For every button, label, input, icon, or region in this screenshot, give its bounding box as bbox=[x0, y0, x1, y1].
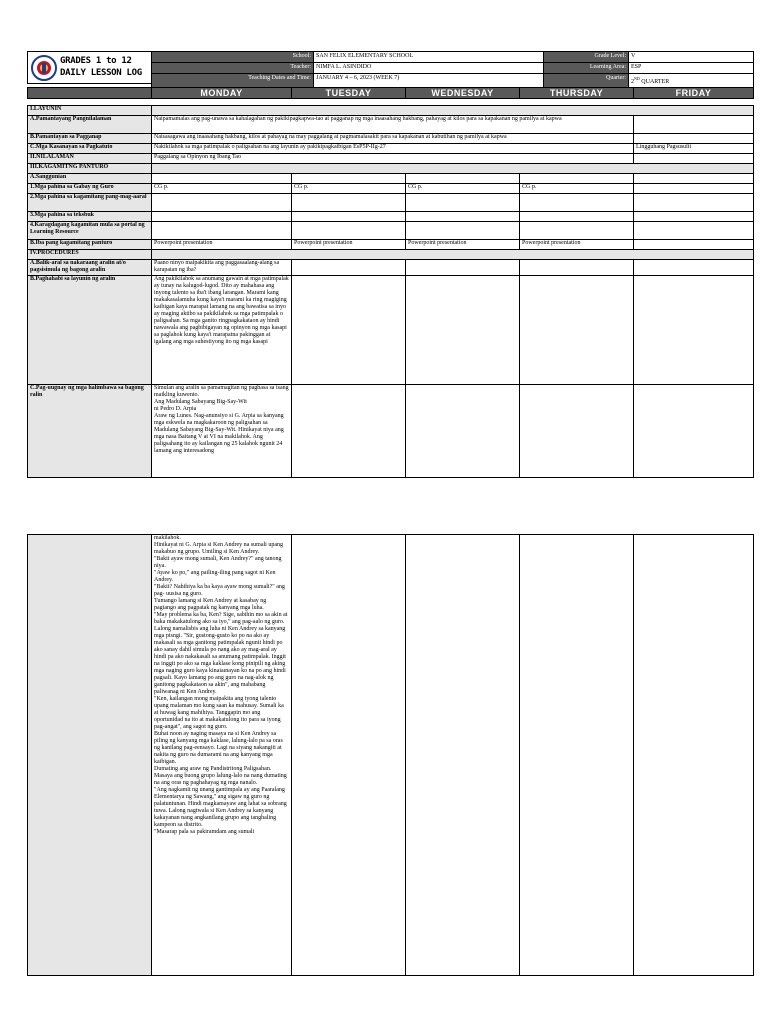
section-layunin: I.LAYUNIN bbox=[28, 106, 152, 116]
day-thursday: THURSDAY bbox=[520, 88, 634, 99]
day-header-row bbox=[27, 87, 754, 99]
row-label-blank bbox=[28, 535, 152, 976]
day-friday: FRIDAY bbox=[634, 88, 754, 99]
school-label: School: bbox=[152, 52, 314, 63]
title-line-2: DAILY LESSON LOG bbox=[60, 68, 142, 78]
table-row bbox=[28, 276, 754, 385]
cell-value: Powerpoint presentation bbox=[520, 240, 634, 250]
teacher-value: NIMFA L. ASINDIDO bbox=[314, 63, 544, 74]
cell-value: Powerpoint presentation bbox=[152, 240, 292, 250]
cell-value: Powerpoint presentation bbox=[292, 240, 406, 250]
section-kagamitan: III.KAGAMITNG PANTURO bbox=[28, 164, 152, 174]
row-label: 2.Mga pahina sa kagamitang pang-mag-aaral bbox=[28, 194, 152, 212]
section-procedures: IV.PROCEDURES bbox=[28, 250, 152, 260]
row-label: 4.Karagdagang kagamitan mula sa portal ng Learning Resource bbox=[28, 222, 152, 240]
dates-value: JANUARY 4 – 6, 2023 (WEEK 7) bbox=[314, 74, 544, 88]
table-row bbox=[28, 116, 754, 134]
lesson-table-page-1 bbox=[27, 105, 754, 478]
story-continuation: makilahok. Hinikayat ni G. Arpia si Ken Andrey na sumali upang makabuo ng grupo. Umiling si Ken Andrey. "Bakit ayaw mong sumali, Ken Andrey?" ang tanong niya. "Ayaw ko po," ang pailing-iling pang sagot ni Ken Andrey. "Bakit? Nahihiya ka ba kaya ayaw mong sumali?" ang pag- uusisa ng guro. Tumango lamang si Ken Andrey at kasabay ng pagtango ang pagpatak ng kanyang mga luha. "May problema ka ba, Ken? Sige, sabihin mo sa akin at baka makakatulong ako sa iyo," ang pag-aalo ng guro. Lalong namalisbis ang luha ni Ken Andrey sa kanyang mga pisngi. "Sir, gustong-gusto ko po na ako ay makasali sa mga ganitong patimpalak ngunit hindi po ako sanay dahil simula po nang ako ay mag-aral ay hindi pa ako nakakasali sa anumang patimpalak. Inggit na inggit po ako sa mga kaklase kong pinipili ng aking mga naging guro kaya kinaiaınayan ko na po ang hindi pagsali. Kayo lamang po ang guro na nag-alok ng ganitong pagkakataon sa akin", ang mahabang paliwanag ni Ken Andrey. "Ken, kailangan mong maipakita ang iyong talento upang malaman mo kung saan ka mahusay. Sumali ka at huwag kang mahihiya. Tanggapin mo ang oportunidad na ito at makakatulong ito para sa iyong pag-angat", ang sagot ng guro. Buhat noon ay naging masaya na si Ken Andrey sa piling ng kanyang mga kaklase, lalung-lalo pa sa oras ng kanilang pag-eensayo. Lagi na siyang nakangiti at nakita ng guro na dumarami na ang kanyang mga kaibigan. Dumating ang araw ng Pandistritong Paligsahan. Masaya ang buong grupo lalung-lalo na nang dumating na ang oras ng paghahayag ng mga nanalo. "Ang nagkamit ng unang gantimpala ay ang Paaralang Elementarya ng Sawang," ang sigaw ng guro ng palatuntunan. Hindi magkamayaw ang lahat sa sobrang tuwa. Lalong nagtwala si Ken Andrey sa kanyang kakayanan nang angkanilang grupo ang tanghaling kampeon sa distrito. "Masarap pala sa pakiramdam ang sumali bbox=[152, 535, 292, 976]
row-label: 3.Mga pahina sa teksbuk bbox=[28, 212, 152, 222]
cell-value: CG p. bbox=[406, 184, 520, 194]
header-info-table bbox=[151, 51, 754, 88]
table-row bbox=[28, 174, 754, 184]
quarter-value bbox=[629, 74, 754, 88]
row-label: B.Iba pang kagamitang panturo bbox=[28, 240, 152, 250]
header-logo-block bbox=[27, 51, 153, 84]
table-row bbox=[28, 222, 754, 240]
dates-label: Teaching Dates and Time: bbox=[152, 74, 314, 88]
row-value: Naisasagawa ang inaasahang hakbang, kilos at pahayag na may paggalang at pagmamalasakit para sa kapakanan at kabutihan ng pamilya at kapwa bbox=[152, 134, 634, 144]
cell-value: Powerpoint presentation bbox=[406, 240, 520, 250]
cell-value: Ang pakikilahok sa anumang gawain at mga patimpalak ay tunay na kalugod-lugod. Dito ay mahahasa ang inyong talento sa iba't ibang larangan. Marami kang makakasalamuha kung kaya't marami ka ring magiging kaibigan kaya marapat lamang na ang bawatisa sa inyo ay maging aktibo sa pakikilahok sa mga patimpalak o paligsahan. Sa mga ganito ringpagkakataon ay hindi nawawala ang pagbibigayan ng opinyon ng mga kasapi sa paglahok kung kaya't marapatna pakinggan at igalang ang mga suhestiyong ito ng mga kasapi bbox=[152, 276, 292, 385]
table-row bbox=[28, 134, 754, 144]
title-line-1: GRADES 1 to 12 bbox=[60, 56, 132, 66]
day-monday: MONDAY bbox=[152, 88, 292, 99]
lesson-table-page-2 bbox=[27, 534, 754, 976]
row-value: Naipamamalas ang pag-unawa sa kahalagahan ng pakikipagkapwa-tao at pagganap ng mga inaasahang hakbang, pahayag at kilos para sa kapakanan ng pamilya at kapwa bbox=[152, 116, 634, 134]
row-label: B.Paghahabi sa layunin ng aralin bbox=[28, 276, 152, 385]
cell-value: CG p. bbox=[292, 184, 406, 194]
row-label: A.Pamantayang Pangnilalaman bbox=[28, 116, 152, 134]
table-row bbox=[28, 535, 754, 976]
grade-level-label: Grade Level: bbox=[544, 52, 629, 63]
quarter-word: QUARTER bbox=[639, 79, 670, 85]
day-header-blank bbox=[28, 88, 152, 99]
quarter-number: 2 bbox=[631, 79, 634, 85]
day-tuesday: TUESDAY bbox=[292, 88, 406, 99]
table-row bbox=[28, 154, 754, 164]
row-label: C.Pag-uugnay ng mga halimbawa sa bagong ralin bbox=[28, 385, 152, 478]
school-value: SAN FELIX ELEMENTARY SCHOOL bbox=[314, 52, 544, 63]
table-row bbox=[28, 194, 754, 212]
teacher-label: Teacher: bbox=[152, 63, 314, 74]
quarter-label: Quarter: bbox=[544, 74, 629, 88]
table-row bbox=[28, 260, 754, 276]
section-row bbox=[28, 106, 754, 116]
table-row bbox=[28, 212, 754, 222]
section-row bbox=[28, 164, 754, 174]
row-value: Paggalang sa Opinyon ng Ibang Tao bbox=[152, 154, 634, 164]
row-label: A.Balik-aral sa nakaraang aralin at/o pagsisimula ng bagong aralin bbox=[28, 260, 152, 276]
table-row bbox=[28, 240, 754, 250]
row-label: A.Sanggunian bbox=[28, 174, 152, 184]
day-wednesday: WEDNESDAY bbox=[406, 88, 520, 99]
table-row bbox=[28, 144, 754, 154]
row-label: B.Pamantayan sa Pagganap bbox=[28, 134, 152, 144]
learning-area-label: Learning Area: bbox=[544, 63, 629, 74]
row-label: 1.Mga pahina sa Gabay ng Guro bbox=[28, 184, 152, 194]
cell-value: Paano ninyo maipakikita ang paggasaalang-alang sa karapatan ng iba? bbox=[152, 260, 292, 276]
quarter-suffix: ND bbox=[634, 76, 640, 81]
row-value: Nakikilahok sa mga patimpalak o paligsahan na ang layunin ay pakikipagkaibigan EsP5P-IIg-27 bbox=[152, 144, 634, 154]
section-row bbox=[28, 250, 754, 260]
table-row bbox=[28, 184, 754, 194]
table-row bbox=[28, 385, 754, 478]
cell-value: CG p. bbox=[520, 184, 634, 194]
cell-value: Simulan ang aralin sa pamamagitan ng pagbasa sa isang maikling kuwento. Ang Madulang Sabayang Big-Say-Wit ni Pedro D. Arpia Araw ng Lunes. Nag-anunsiyo si G. Arpia sa kanyang mga eskwela na magkakaroon ng paligsahan sa Madulang Sabayang Big-Say-Wit. Hinikayat niya ang mga nasa Baitang V at VI na makilahok. Ang paligsahang ito ay kailangan ng 25 kalahok ngunit 24 lamang ang interesadong bbox=[152, 385, 292, 478]
cell-value: CG p. bbox=[152, 184, 292, 194]
row-label: C.Mga Kasanayan sa Pagkatuto bbox=[28, 144, 152, 154]
grade-level-value: V bbox=[629, 52, 754, 63]
learning-area-value: ESP bbox=[629, 63, 754, 74]
section-nilalaman: II.NILALAMAN bbox=[28, 154, 152, 164]
deped-seal-icon bbox=[31, 55, 57, 81]
friday-note: Lingguhang Pagsusulit bbox=[634, 144, 754, 154]
